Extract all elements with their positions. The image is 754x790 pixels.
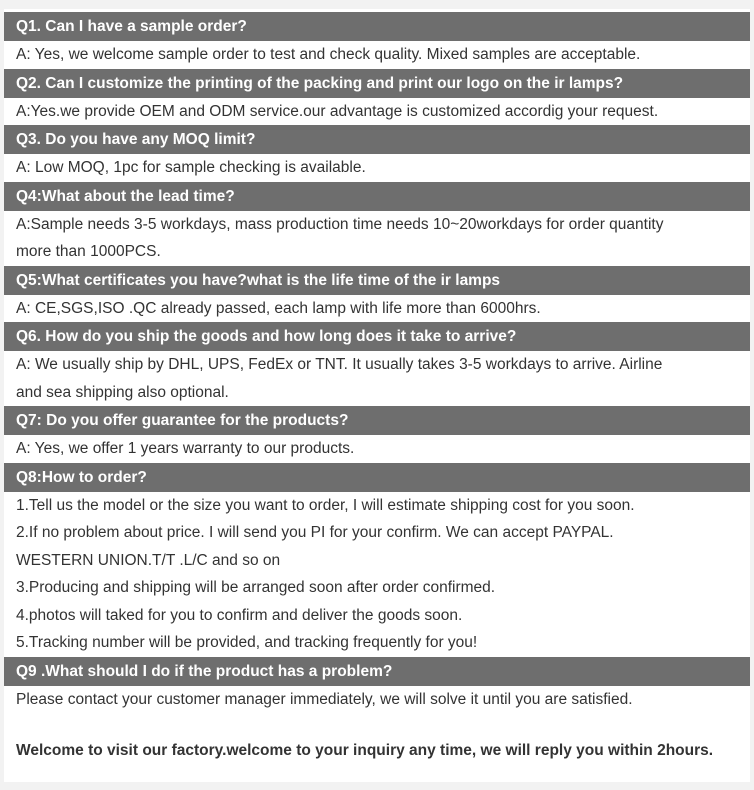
faq-answer-line: and sea shipping also optional. <box>16 383 229 401</box>
faq-list <box>4 9 750 713</box>
faq-answer-line: A: We usually ship by DHL, UPS, FedEx or TNT. It usually takes 3-5 workdays to arrive. Airline <box>16 356 663 373</box>
faq-panel <box>4 9 750 782</box>
faq-answer-line: 1.Tell us the model or the size you want to order, I will estimate shipping cost for you soon. <box>16 496 635 514</box>
faq-answer-line: A:Yes.we provide OEM and ODM service.our advantage is customized accordig your request. <box>16 102 659 120</box>
faq-question-6: Q6. How do you ship the goods and how long does it take to arrive? <box>4 322 750 351</box>
faq-question-8: Q8:How to order? <box>4 463 750 492</box>
faq-answer-line: 3.Producing and shipping will be arranged soon after order confirmed. <box>16 579 496 596</box>
faq-answer-line: 2.If no problem about price. I will send you PI for your confirm. We can accept PAYPAL. <box>16 524 614 541</box>
faq-answer-line: 5.Tracking number will be provided, and tracking frequently for you! <box>16 634 478 651</box>
faq-answer-line: A: Yes, we welcome sample order to test and check quality. Mixed samples are acceptable. <box>16 46 641 63</box>
faq-answer-line: A: CE,SGS,ISO .QC already passed, each lamp with life more than 6000hrs. <box>16 299 541 317</box>
faq-answer-line: more than 1000PCS. <box>16 243 161 260</box>
faq-answer-line: WESTERN UNION.T/T .L/C and so on <box>16 551 281 569</box>
faq-answer-line: 4.photos will taked for you to confirm and deliver the goods soon. <box>16 606 463 624</box>
faq-question-5: Q5:What certificates you have?what is the life time of the ir lamps <box>4 266 750 295</box>
faq-answer-line: A: Yes, we offer 1 years warranty to our products. <box>16 440 355 457</box>
faq-question-2: Q2. Can I customize the printing of the packing and print our logo on the ir lamps? <box>4 69 750 98</box>
welcome-message: Welcome to visit our factory.welcome to your inquiry any time, we will reply you within 2hours. <box>16 742 714 759</box>
faq-question-7: Q7: Do you offer guarantee for the products? <box>4 406 750 435</box>
faq-question-1: Q1. Can I have a sample order? <box>4 12 750 41</box>
faq-question-4: Q4:What about the lead time? <box>4 182 750 211</box>
faq-question-3: Q3. Do you have any MOQ limit? <box>4 125 750 154</box>
faq-answer-line: Please contact your customer manager immediately, we will solve it until you are satisfied. <box>16 690 633 708</box>
faq-question-9: Q9 .What should I do if the product has a problem? <box>4 657 750 686</box>
faq-answer-line: A: Low MOQ, 1pc for sample checking is available. <box>16 159 366 176</box>
faq-answer-line: A:Sample needs 3-5 workdays, mass production time needs 10~20workdays for order quantity <box>16 215 664 233</box>
